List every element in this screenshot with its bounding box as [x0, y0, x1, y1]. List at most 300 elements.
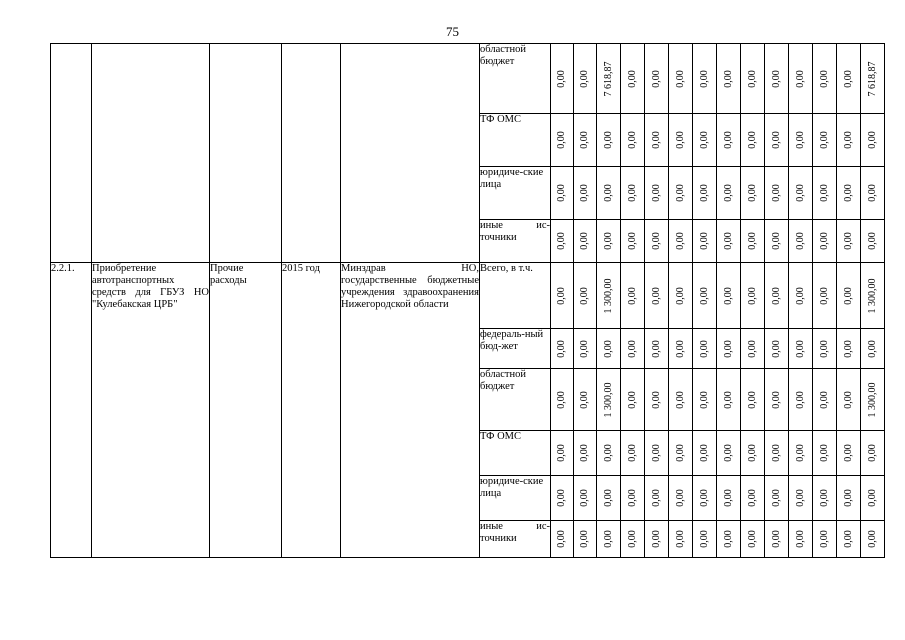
value-text: 0,00 — [818, 131, 830, 149]
value-cell — [813, 521, 837, 558]
value-cell — [813, 476, 837, 521]
value-cell — [789, 220, 813, 263]
value-text: 0,00 — [842, 286, 854, 305]
value-text: 0,00 — [674, 232, 686, 250]
value-cell — [669, 114, 693, 167]
value-cell — [621, 167, 645, 220]
value-cell — [597, 114, 621, 167]
value-text: 0,00 — [794, 184, 806, 202]
value-cell — [861, 329, 885, 369]
value-cell — [861, 521, 885, 558]
value-cell — [693, 369, 717, 431]
value-cell — [717, 44, 741, 114]
value-cell — [574, 476, 597, 521]
value-cell — [669, 263, 693, 329]
value-text: 0,00 — [650, 339, 662, 358]
value-text: 0,00 — [866, 339, 878, 358]
value-cell — [741, 114, 765, 167]
value-text: 0,00 — [770, 184, 782, 202]
value-text: 7 618,87 — [866, 61, 878, 96]
value-cell — [645, 114, 669, 167]
value-cell — [693, 220, 717, 263]
value-cell — [789, 431, 813, 476]
value-cell — [837, 263, 861, 329]
value-cell — [693, 263, 717, 329]
value-text: 0,00 — [746, 184, 758, 202]
value-cell — [789, 44, 813, 114]
value-text: 0,00 — [602, 444, 614, 462]
value-text: 0,00 — [626, 489, 638, 507]
value-cell — [837, 521, 861, 558]
empty-cell — [210, 44, 282, 263]
empty-cell — [282, 44, 341, 263]
value-cell — [621, 476, 645, 521]
value-text: 0,00 — [722, 184, 734, 202]
value-cell — [551, 329, 574, 369]
value-text: 0,00 — [842, 339, 854, 358]
value-cell — [597, 476, 621, 521]
value-text: 0,00 — [556, 286, 567, 305]
value-text: 0,00 — [579, 232, 590, 250]
value-cell — [551, 263, 574, 329]
value-cell — [669, 44, 693, 114]
value-text: 0,00 — [818, 339, 830, 358]
value-text: 0,00 — [650, 232, 662, 250]
value-cell — [621, 44, 645, 114]
value-text: 0,00 — [626, 390, 638, 409]
value-text: 0,00 — [842, 390, 854, 409]
value-text: 0,00 — [842, 184, 854, 202]
value-text: 0,00 — [579, 184, 590, 202]
value-text: 0,00 — [722, 232, 734, 250]
value-text: 1 300,00 — [602, 278, 614, 313]
value-cell — [813, 220, 837, 263]
value-cell — [837, 369, 861, 431]
value-cell — [717, 369, 741, 431]
value-text: 0,00 — [794, 339, 806, 358]
value-text: 0,00 — [794, 489, 806, 507]
value-text: 0,00 — [556, 489, 567, 507]
value-cell — [717, 476, 741, 521]
value-text: 0,00 — [842, 131, 854, 149]
value-text: 0,00 — [866, 444, 878, 462]
value-text: 0,00 — [818, 530, 830, 548]
value-text: 0,00 — [626, 444, 638, 462]
value-cell — [574, 329, 597, 369]
value-cell — [645, 44, 669, 114]
value-text: 0,00 — [674, 286, 686, 305]
value-cell — [693, 167, 717, 220]
value-text: 0,00 — [818, 286, 830, 305]
value-text: 0,00 — [794, 69, 806, 88]
value-text: 0,00 — [602, 184, 614, 202]
value-text: 0,00 — [746, 69, 758, 88]
source-cell: Всего, в т.ч. — [480, 263, 551, 329]
value-cell — [645, 329, 669, 369]
table-row — [51, 263, 885, 329]
value-cell — [574, 431, 597, 476]
item-number-cell: 2.2.1. — [51, 263, 92, 558]
empty-cell — [341, 44, 480, 263]
value-cell — [669, 521, 693, 558]
value-cell — [574, 44, 597, 114]
value-cell — [597, 521, 621, 558]
value-cell — [837, 114, 861, 167]
value-text: 0,00 — [866, 530, 878, 548]
value-text: 0,00 — [556, 232, 567, 250]
value-cell — [861, 431, 885, 476]
value-text: 0,00 — [674, 530, 686, 548]
value-text: 0,00 — [866, 232, 878, 250]
value-cell — [861, 220, 885, 263]
value-text: 0,00 — [794, 444, 806, 462]
value-cell — [765, 329, 789, 369]
value-text: 0,00 — [556, 339, 567, 358]
value-cell — [645, 521, 669, 558]
value-text: 0,00 — [842, 232, 854, 250]
value-text: 0,00 — [579, 339, 590, 358]
table-row — [51, 44, 885, 114]
value-cell — [669, 369, 693, 431]
value-cell — [669, 329, 693, 369]
value-text: 0,00 — [579, 489, 590, 507]
value-cell — [837, 476, 861, 521]
value-text: 0,00 — [770, 131, 782, 149]
value-text: 0,00 — [746, 390, 758, 409]
value-cell — [765, 476, 789, 521]
value-text: 0,00 — [602, 232, 614, 250]
value-text: 0,00 — [722, 530, 734, 548]
value-text: 0,00 — [602, 489, 614, 507]
value-cell — [717, 431, 741, 476]
value-text: 0,00 — [650, 530, 662, 548]
value-cell — [789, 114, 813, 167]
value-cell — [741, 431, 765, 476]
value-cell — [645, 167, 669, 220]
source-cell: федераль-ный бюд-жет — [480, 329, 551, 369]
value-cell — [645, 476, 669, 521]
value-text: 0,00 — [579, 286, 590, 305]
value-text: 0,00 — [650, 184, 662, 202]
value-cell — [813, 263, 837, 329]
page-number: 75 — [446, 24, 459, 39]
value-cell — [741, 167, 765, 220]
value-cell — [574, 263, 597, 329]
source-cell: иные ис-точники — [480, 220, 551, 263]
value-text: 0,00 — [698, 286, 710, 305]
value-text: 0,00 — [794, 232, 806, 250]
value-cell — [621, 521, 645, 558]
value-cell — [621, 369, 645, 431]
value-text: 0,00 — [698, 390, 710, 409]
value-text: 0,00 — [866, 131, 878, 149]
value-cell — [765, 431, 789, 476]
value-text: 0,00 — [722, 69, 734, 88]
year-cell: 2015 год — [282, 263, 341, 558]
empty-cell — [92, 44, 210, 263]
value-text: 0,00 — [818, 489, 830, 507]
value-text: 0,00 — [650, 286, 662, 305]
value-cell — [765, 114, 789, 167]
value-text: 0,00 — [626, 184, 638, 202]
value-cell — [861, 167, 885, 220]
value-text: 0,00 — [556, 444, 567, 462]
value-text: 0,00 — [842, 444, 854, 462]
value-text: 1 300,00 — [866, 382, 878, 417]
value-cell — [813, 329, 837, 369]
value-cell — [551, 476, 574, 521]
value-text: 0,00 — [674, 489, 686, 507]
value-cell — [861, 263, 885, 329]
value-cell — [861, 114, 885, 167]
value-text: 0,00 — [746, 444, 758, 462]
value-text: 0,00 — [746, 489, 758, 507]
value-cell — [551, 167, 574, 220]
value-cell — [741, 220, 765, 263]
value-cell — [837, 431, 861, 476]
value-text: 0,00 — [794, 530, 806, 548]
value-text: 0,00 — [626, 286, 638, 305]
value-text: 0,00 — [602, 131, 614, 149]
source-cell: юридиче-ские лица — [480, 167, 551, 220]
value-cell — [717, 263, 741, 329]
value-text: 0,00 — [556, 131, 567, 149]
value-cell — [789, 263, 813, 329]
value-text: 0,00 — [722, 489, 734, 507]
value-cell — [789, 329, 813, 369]
value-text: 0,00 — [626, 339, 638, 358]
value-cell — [717, 329, 741, 369]
value-cell — [597, 431, 621, 476]
value-text: 0,00 — [722, 339, 734, 358]
value-cell — [789, 521, 813, 558]
value-cell — [621, 329, 645, 369]
value-text: 0,00 — [650, 131, 662, 149]
value-text: 0,00 — [794, 390, 806, 409]
value-cell — [861, 476, 885, 521]
value-text: 0,00 — [770, 286, 782, 305]
value-cell — [597, 369, 621, 431]
value-text: 0,00 — [650, 69, 662, 88]
value-text: 0,00 — [650, 444, 662, 462]
value-text: 0,00 — [626, 131, 638, 149]
value-text: 0,00 — [698, 131, 710, 149]
value-cell — [813, 114, 837, 167]
value-text: 0,00 — [770, 444, 782, 462]
expense-type-cell: Прочие расходы — [210, 263, 282, 558]
value-text: 0,00 — [722, 390, 734, 409]
value-cell — [813, 44, 837, 114]
value-text: 0,00 — [674, 339, 686, 358]
value-text: 0,00 — [650, 390, 662, 409]
value-text: 0,00 — [579, 131, 590, 149]
value-text: 0,00 — [698, 232, 710, 250]
value-cell — [693, 521, 717, 558]
value-text: 0,00 — [626, 69, 638, 88]
value-text: 0,00 — [698, 339, 710, 358]
source-cell: областной бюджет — [480, 369, 551, 431]
value-cell — [669, 476, 693, 521]
value-text: 0,00 — [626, 530, 638, 548]
value-cell — [574, 220, 597, 263]
value-text: 0,00 — [866, 489, 878, 507]
value-cell — [837, 167, 861, 220]
value-text: 0,00 — [746, 339, 758, 358]
value-cell — [551, 44, 574, 114]
value-text: 0,00 — [674, 184, 686, 202]
value-text: 0,00 — [650, 489, 662, 507]
value-cell — [551, 431, 574, 476]
value-text: 0,00 — [794, 286, 806, 305]
value-cell — [645, 431, 669, 476]
value-text: 0,00 — [842, 530, 854, 548]
source-cell: ТФ ОМС — [480, 431, 551, 476]
value-text: 7 618,87 — [602, 61, 614, 96]
value-cell — [813, 167, 837, 220]
value-cell — [574, 114, 597, 167]
value-text: 0,00 — [674, 444, 686, 462]
value-text: 0,00 — [698, 184, 710, 202]
value-text: 0,00 — [674, 390, 686, 409]
value-text: 0,00 — [579, 69, 590, 88]
value-text: 0,00 — [556, 184, 567, 202]
value-text: 0,00 — [602, 339, 614, 358]
value-cell — [717, 167, 741, 220]
value-cell — [597, 220, 621, 263]
value-cell — [741, 476, 765, 521]
value-cell — [717, 220, 741, 263]
value-cell — [741, 521, 765, 558]
value-text: 0,00 — [746, 131, 758, 149]
executor-cell: Минздрав НО, государственные бюджетные учреждения здравоохранения Нижегородской области — [341, 263, 480, 558]
value-cell — [765, 220, 789, 263]
value-text: 0,00 — [866, 184, 878, 202]
value-cell — [574, 521, 597, 558]
table-body — [51, 44, 885, 558]
value-text: 0,00 — [722, 131, 734, 149]
value-cell — [645, 263, 669, 329]
value-cell — [741, 369, 765, 431]
value-text: 0,00 — [579, 444, 590, 462]
value-cell — [597, 167, 621, 220]
value-cell — [551, 114, 574, 167]
value-cell — [741, 329, 765, 369]
value-cell — [861, 44, 885, 114]
value-cell — [693, 44, 717, 114]
value-text: 0,00 — [698, 489, 710, 507]
value-text: 0,00 — [746, 530, 758, 548]
value-cell — [837, 44, 861, 114]
value-text: 0,00 — [674, 131, 686, 149]
value-cell — [669, 431, 693, 476]
value-cell — [717, 521, 741, 558]
value-cell — [717, 114, 741, 167]
value-text: 0,00 — [556, 390, 567, 409]
value-cell — [621, 431, 645, 476]
value-text: 0,00 — [770, 69, 782, 88]
source-cell: ТФ ОМС — [480, 114, 551, 167]
value-cell — [551, 369, 574, 431]
value-cell — [789, 167, 813, 220]
value-text: 1 300,00 — [602, 382, 614, 417]
value-cell — [813, 431, 837, 476]
value-cell — [837, 329, 861, 369]
value-cell — [861, 369, 885, 431]
value-cell — [693, 329, 717, 369]
value-cell — [765, 369, 789, 431]
value-text: 0,00 — [818, 184, 830, 202]
value-text: 0,00 — [818, 444, 830, 462]
value-cell — [765, 44, 789, 114]
value-text: 0,00 — [770, 390, 782, 409]
value-text: 0,00 — [842, 489, 854, 507]
value-text: 0,00 — [746, 232, 758, 250]
value-cell — [789, 476, 813, 521]
value-text: 0,00 — [722, 444, 734, 462]
value-text: 0,00 — [818, 69, 830, 88]
value-cell — [551, 220, 574, 263]
source-cell: областной бюджет — [480, 44, 551, 114]
value-cell — [551, 521, 574, 558]
value-text: 0,00 — [579, 530, 590, 548]
value-text: 1 300,00 — [866, 278, 878, 313]
value-text: 0,00 — [602, 530, 614, 548]
value-cell — [645, 220, 669, 263]
value-cell — [693, 476, 717, 521]
value-cell — [837, 220, 861, 263]
value-text: 0,00 — [579, 390, 590, 409]
source-cell: юридиче-ские лица — [480, 476, 551, 521]
value-cell — [597, 329, 621, 369]
value-text: 0,00 — [770, 489, 782, 507]
value-text: 0,00 — [746, 286, 758, 305]
value-text: 0,00 — [556, 69, 567, 88]
value-text: 0,00 — [722, 286, 734, 305]
value-cell — [813, 369, 837, 431]
value-text: 0,00 — [770, 339, 782, 358]
value-text: 0,00 — [626, 232, 638, 250]
source-cell: иные ис-точники — [480, 521, 551, 558]
value-text: 0,00 — [556, 530, 567, 548]
value-cell — [741, 44, 765, 114]
budget-table — [50, 43, 885, 558]
value-cell — [765, 167, 789, 220]
value-cell — [645, 369, 669, 431]
value-cell — [574, 167, 597, 220]
value-cell — [741, 263, 765, 329]
value-cell — [693, 114, 717, 167]
value-text: 0,00 — [818, 390, 830, 409]
value-cell — [597, 263, 621, 329]
value-cell — [574, 369, 597, 431]
value-cell — [597, 44, 621, 114]
value-cell — [669, 220, 693, 263]
value-text: 0,00 — [794, 131, 806, 149]
value-cell — [789, 369, 813, 431]
value-cell — [765, 521, 789, 558]
value-cell — [621, 220, 645, 263]
value-text: 0,00 — [698, 69, 710, 88]
value-cell — [669, 167, 693, 220]
value-text: 0,00 — [674, 69, 686, 88]
value-text: 0,00 — [770, 530, 782, 548]
value-cell — [621, 263, 645, 329]
value-text: 0,00 — [698, 530, 710, 548]
value-cell — [693, 431, 717, 476]
value-cell — [765, 263, 789, 329]
value-text: 0,00 — [698, 444, 710, 462]
empty-cell — [51, 44, 92, 263]
